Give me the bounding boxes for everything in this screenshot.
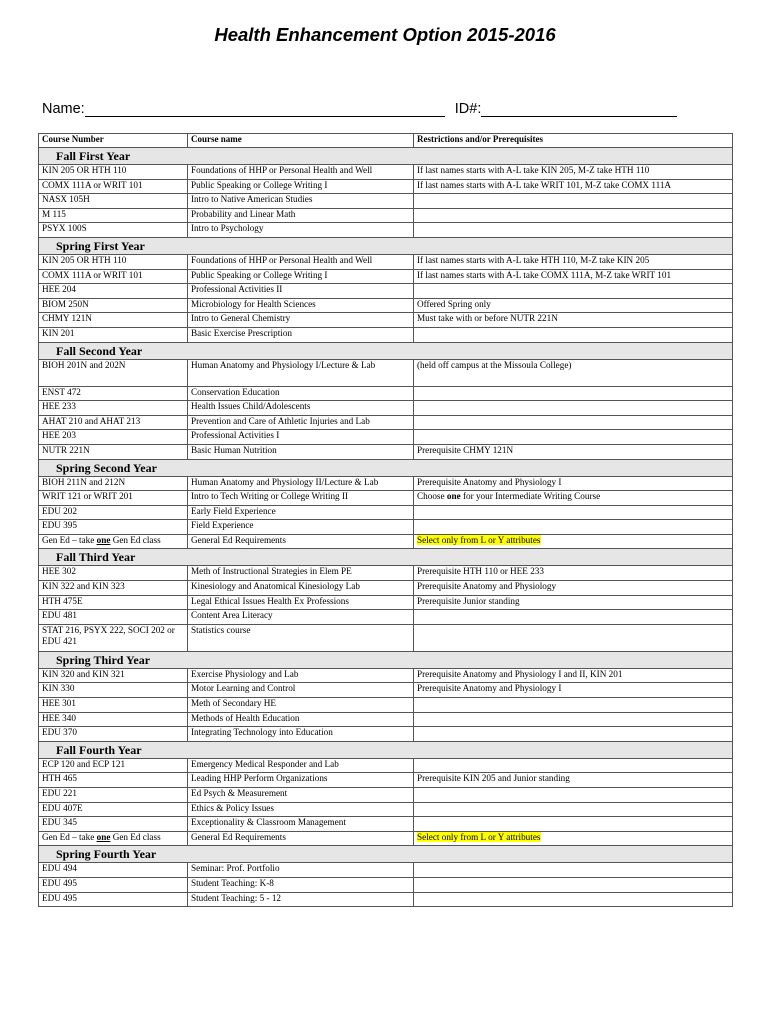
student-info-row <box>42 100 732 117</box>
table-row <box>39 179 733 194</box>
table-row <box>39 566 733 581</box>
course-number-cell: EDU 370 <box>39 727 188 742</box>
restrictions-cell <box>414 327 733 342</box>
course-number-cell: NUTR 221N <box>39 444 188 459</box>
course-number-cell: EDU 395 <box>39 520 188 535</box>
course-number-cell: KIN 205 OR HTH 110 <box>39 254 188 269</box>
table-row <box>39 668 733 683</box>
section-header <box>39 148 733 165</box>
restrictions-cell: Prerequisite Anatomy and Physiology I and II, KIN 201 <box>414 668 733 683</box>
course-number-cell: Gen Ed – take one Gen Ed class <box>39 534 188 549</box>
restrictions-cell: If last names starts with A-L take HTH 110, M-Z take KIN 205 <box>414 254 733 269</box>
table-row <box>39 863 733 878</box>
course-number-cell: CHMY 121N <box>39 313 188 328</box>
restrictions-cell: If last names starts with A-L take COMX 111A, M-Z take WRIT 101 <box>414 269 733 284</box>
course-number-cell: Gen Ed – take one Gen Ed class <box>39 831 188 846</box>
table-row <box>39 430 733 445</box>
course-name-cell: Kinesiology and Anatomical Kinesiology Lab <box>188 581 414 596</box>
course-number-cell: AHAT 210 and AHAT 213 <box>39 415 188 430</box>
course-name-cell: Foundations of HHP or Personal Health and Well <box>188 254 414 269</box>
restrictions-cell: If last names starts with A-L take WRIT 101, M-Z take COMX 111A <box>414 179 733 194</box>
course-number-cell: PSYX 100S <box>39 223 188 238</box>
course-name-cell: Meth of Instructional Strategies in Elem PE <box>188 566 414 581</box>
restrictions-cell <box>414 505 733 520</box>
course-number-cell: HEE 340 <box>39 712 188 727</box>
course-number-cell: HEE 301 <box>39 698 188 713</box>
course-name-cell: Student Teaching: 5 - 12 <box>188 892 414 907</box>
header-course-number: Course Number <box>39 134 188 148</box>
restrictions-cell <box>414 386 733 401</box>
restrictions-cell: Prerequisite Anatomy and Physiology I <box>414 476 733 491</box>
table-row <box>39 595 733 610</box>
restrictions-cell <box>414 802 733 817</box>
course-number-cell: EDU 481 <box>39 610 188 625</box>
course-name-cell: Basic Exercise Prescription <box>188 327 414 342</box>
course-number-cell: HEE 204 <box>39 284 188 299</box>
section-header <box>39 342 733 359</box>
section-label: Fall Fourth Year <box>39 741 733 758</box>
course-name-cell: Prevention and Care of Athletic Injuries and Lab <box>188 415 414 430</box>
course-name-cell: Meth of Secondary HE <box>188 698 414 713</box>
table-row <box>39 208 733 223</box>
table-row <box>39 269 733 284</box>
course-name-cell: General Ed Requirements <box>188 534 414 549</box>
course-name-cell: Public Speaking or College Writing I <box>188 269 414 284</box>
restrictions-cell: Prerequisite HTH 110 or HEE 233 <box>414 566 733 581</box>
course-name-cell: General Ed Requirements <box>188 831 414 846</box>
course-name-cell: Foundations of HHP or Personal Health and Well <box>188 165 414 180</box>
course-number-cell: EDU 202 <box>39 505 188 520</box>
course-number-cell: STAT 216, PSYX 222, SOCI 202 or EDU 421 <box>39 624 188 651</box>
table-row <box>39 788 733 803</box>
table-row <box>39 727 733 742</box>
course-table <box>38 133 733 907</box>
id-field[interactable] <box>481 100 677 117</box>
course-name-cell: Human Anatomy and Physiology I/Lecture & Lab <box>188 359 414 386</box>
section-label: Fall First Year <box>39 148 733 165</box>
course-number-cell: KIN 320 and KIN 321 <box>39 668 188 683</box>
section-label: Spring Third Year <box>39 651 733 668</box>
restrictions-cell <box>414 877 733 892</box>
section-label: Spring Fourth Year <box>39 846 733 863</box>
course-number-cell: HEE 203 <box>39 430 188 445</box>
restrictions-cell: Prerequisite KIN 205 and Junior standing <box>414 773 733 788</box>
restrictions-cell <box>414 610 733 625</box>
page-title: Health Enhancement Option 2015-2016 <box>214 24 556 45</box>
restrictions-cell <box>414 415 733 430</box>
restrictions-cell: Prerequisite Junior standing <box>414 595 733 610</box>
course-number-cell: M 115 <box>39 208 188 223</box>
table-row <box>39 415 733 430</box>
restrictions-cell <box>414 712 733 727</box>
table-row <box>39 698 733 713</box>
course-name-cell: Microbiology for Health Sciences <box>188 298 414 313</box>
table-row <box>39 817 733 832</box>
course-name-cell: Intro to Psychology <box>188 223 414 238</box>
table-row <box>39 773 733 788</box>
course-name-cell: Conservation Education <box>188 386 414 401</box>
restrictions-cell: If last names starts with A-L take KIN 205, M-Z take HTH 110 <box>414 165 733 180</box>
restrictions-cell <box>414 401 733 416</box>
restrictions-cell: Must take with or before NUTR 221N <box>414 313 733 328</box>
course-number-cell: BIOH 201N and 202N <box>39 359 188 386</box>
restrictions-cell <box>414 223 733 238</box>
restrictions-cell <box>414 520 733 535</box>
restrictions-cell <box>414 208 733 223</box>
id-label: ID#: <box>454 101 482 117</box>
course-number-cell: NASX 105H <box>39 194 188 209</box>
restrictions-cell <box>414 698 733 713</box>
course-name-cell: Legal Ethical Issues Health Ex Professions <box>188 595 414 610</box>
table-row <box>39 505 733 520</box>
course-name-cell: Professional Activities II <box>188 284 414 299</box>
course-name-cell: Motor Learning and Control <box>188 683 414 698</box>
course-number-cell: EDU 221 <box>39 788 188 803</box>
header-course-name: Course name <box>188 134 414 148</box>
section-label: Spring Second Year <box>39 459 733 476</box>
course-name-cell: Exceptionality & Classroom Management <box>188 817 414 832</box>
restrictions-cell <box>414 863 733 878</box>
course-name-cell: Statistics course <box>188 624 414 651</box>
table-row <box>39 401 733 416</box>
course-number-cell: EDU 345 <box>39 817 188 832</box>
table-row <box>39 520 733 535</box>
restrictions-cell <box>414 831 733 846</box>
restrictions-cell <box>414 758 733 773</box>
section-header <box>39 846 733 863</box>
restrictions-cell <box>414 788 733 803</box>
course-number-cell: WRIT 121 or WRIT 201 <box>39 491 188 506</box>
course-number-cell: EDU 494 <box>39 863 188 878</box>
table-row <box>39 491 733 506</box>
course-number-cell: EDU 495 <box>39 877 188 892</box>
course-number-cell: HTH 475E <box>39 595 188 610</box>
table-row <box>39 223 733 238</box>
course-number-cell: BIOH 211N and 212N <box>39 476 188 491</box>
course-name-cell: Methods of Health Education <box>188 712 414 727</box>
table-row <box>39 877 733 892</box>
table-row <box>39 359 733 386</box>
course-number-cell: BIOM 250N <box>39 298 188 313</box>
table-row <box>39 165 733 180</box>
course-number-cell: COMX 111A or WRIT 101 <box>39 179 188 194</box>
restrictions-cell: Prerequisite CHMY 121N <box>414 444 733 459</box>
highlighted-note: Select only from L or Y attributes <box>417 534 541 545</box>
restrictions-cell <box>414 817 733 832</box>
table-row <box>39 476 733 491</box>
restrictions-cell: Choose one for your Intermediate Writing Course <box>414 491 733 506</box>
course-name-cell: Content Area Literacy <box>188 610 414 625</box>
course-name-cell: Field Experience <box>188 520 414 535</box>
restrictions-cell <box>414 194 733 209</box>
course-number-cell: COMX 111A or WRIT 101 <box>39 269 188 284</box>
restrictions-cell: Offered Spring only <box>414 298 733 313</box>
course-name-cell: Human Anatomy and Physiology II/Lecture & Lab <box>188 476 414 491</box>
table-row <box>39 581 733 596</box>
course-number-cell: KIN 201 <box>39 327 188 342</box>
course-name-cell: Integrating Technology into Education <box>188 727 414 742</box>
name-field[interactable] <box>85 100 445 117</box>
course-name-cell: Ethics & Policy Issues <box>188 802 414 817</box>
table-row <box>39 327 733 342</box>
table-row <box>39 313 733 328</box>
table-row <box>39 831 733 846</box>
table-row <box>39 386 733 401</box>
course-name-cell: Intro to General Chemistry <box>188 313 414 328</box>
table-row <box>39 892 733 907</box>
course-name-cell: Intro to Native American Studies <box>188 194 414 209</box>
restrictions-cell <box>414 727 733 742</box>
section-label: Fall Second Year <box>39 342 733 359</box>
table-row <box>39 534 733 549</box>
table-row <box>39 758 733 773</box>
section-header <box>39 237 733 254</box>
table-row <box>39 624 733 651</box>
restrictions-cell <box>414 430 733 445</box>
course-name-cell: Intro to Tech Writing or College Writing II <box>188 491 414 506</box>
restrictions-cell: Prerequisite Anatomy and Physiology <box>414 581 733 596</box>
table-row <box>39 683 733 698</box>
table-row <box>39 444 733 459</box>
highlighted-note: Select only from L or Y attributes <box>417 831 541 842</box>
table-row <box>39 284 733 299</box>
course-number-cell: KIN 205 OR HTH 110 <box>39 165 188 180</box>
restrictions-cell <box>414 284 733 299</box>
section-header <box>39 651 733 668</box>
table-row <box>39 298 733 313</box>
course-number-cell: KIN 330 <box>39 683 188 698</box>
section-header <box>39 459 733 476</box>
section-header <box>39 549 733 566</box>
table-row <box>39 254 733 269</box>
table-row <box>39 194 733 209</box>
header-restrictions: Restrictions and/or Prerequisites <box>414 134 733 148</box>
course-number-cell: ENST 472 <box>39 386 188 401</box>
course-name-cell: Exercise Physiology and Lab <box>188 668 414 683</box>
section-label: Spring First Year <box>39 237 733 254</box>
course-number-cell: ECP 120 and ECP 121 <box>39 758 188 773</box>
course-name-cell: Professional Activities I <box>188 430 414 445</box>
course-number-cell: HEE 233 <box>39 401 188 416</box>
course-name-cell: Student Teaching: K-8 <box>188 877 414 892</box>
restrictions-cell <box>414 624 733 651</box>
table-header-row <box>39 134 733 148</box>
course-name-cell: Ed Psych & Measurement <box>188 788 414 803</box>
name-label: Name: <box>42 101 85 117</box>
section-header <box>39 741 733 758</box>
course-number-cell: HEE 302 <box>39 566 188 581</box>
table-row <box>39 802 733 817</box>
section-label: Fall Third Year <box>39 549 733 566</box>
table-row <box>39 610 733 625</box>
course-number-cell: EDU 495 <box>39 892 188 907</box>
restrictions-cell: Prerequisite Anatomy and Physiology I <box>414 683 733 698</box>
restrictions-cell: (held off campus at the Missoula College) <box>414 359 733 386</box>
course-number-cell: HTH 465 <box>39 773 188 788</box>
table-row <box>39 712 733 727</box>
course-number-cell: KIN 322 and KIN 323 <box>39 581 188 596</box>
course-name-cell: Early Field Experience <box>188 505 414 520</box>
course-name-cell: Public Speaking or College Writing I <box>188 179 414 194</box>
restrictions-cell <box>414 534 733 549</box>
course-name-cell: Health Issues Child/Adolescents <box>188 401 414 416</box>
course-number-cell: EDU 407E <box>39 802 188 817</box>
course-name-cell: Probability and Linear Math <box>188 208 414 223</box>
course-name-cell: Seminar: Prof. Portfolio <box>188 863 414 878</box>
restrictions-cell <box>414 892 733 907</box>
course-name-cell: Basic Human Nutrition <box>188 444 414 459</box>
course-name-cell: Emergency Medical Responder and Lab <box>188 758 414 773</box>
course-name-cell: Leading HHP Perform Organizations <box>188 773 414 788</box>
